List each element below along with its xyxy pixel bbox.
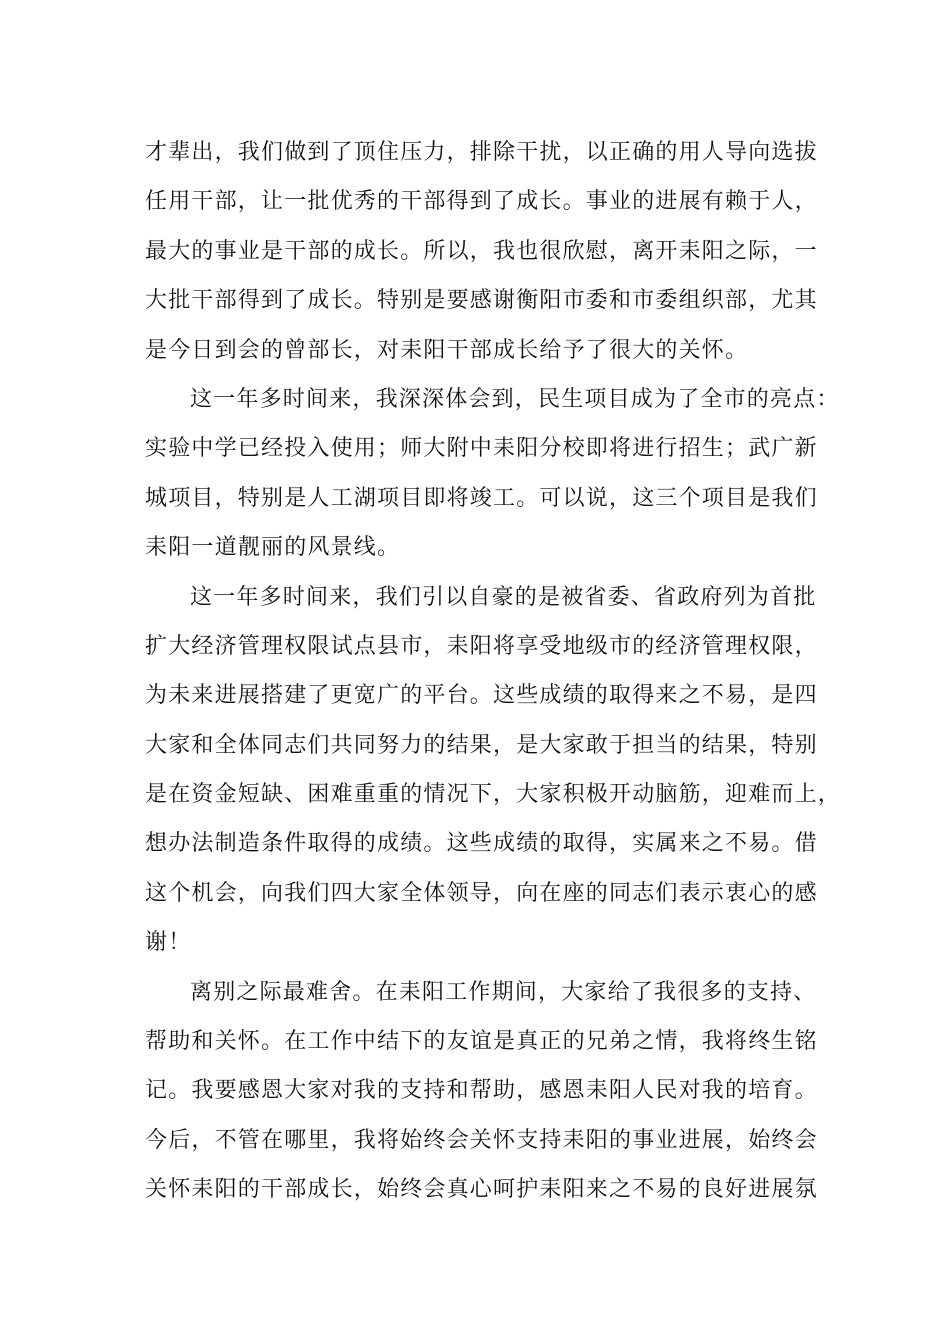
text-line: 想办法制造条件取得的成绩。这些成绩的取得，实属来之不易。借 bbox=[145, 831, 818, 857]
text-line: 谢！ bbox=[145, 930, 192, 956]
text-line: 最大的事业是干部的成长。所以，我也很欣慰，离开耒阳之际，一 bbox=[145, 238, 818, 264]
text-line: 大家和全体同志们共同努力的结果，是大家敢于担当的结果，特别 bbox=[145, 732, 818, 758]
text-line: 是今日到会的曾部长，对耒阳干部成长给予了很大的关怀。 bbox=[145, 337, 749, 363]
text-line: 扩大经济管理权限试点县市，耒阳将享受地级市的经济管理权限， bbox=[145, 633, 818, 659]
body-text bbox=[145, 128, 842, 1215]
paragraph-first-line: 这一年多时间来，我深深体会到，民生项目成为了全市的亮点： bbox=[190, 386, 840, 412]
paragraph-first-line: 离别之际最难舍。在耒阳工作期间，大家给了我很多的支持、 bbox=[190, 979, 817, 1005]
paragraph-first-line: 这一年多时间来，我们引以自豪的是被省委、省政府列为首批 bbox=[190, 584, 817, 610]
text-line: 这个机会，向我们四大家全体领导，向在座的同志们表示衷心的感 bbox=[145, 880, 818, 906]
text-line: 才辈出，我们做到了顶住压力，排除干扰，以正确的用人导向选拔 bbox=[145, 140, 818, 165]
text-line: 城项目，特别是人工湖项目即将竣工。可以说，这三个项目是我们 bbox=[145, 485, 818, 511]
text-line: 是在资金短缺、困难重重的情况下，大家积极开动脑筋，迎难而上， bbox=[145, 782, 842, 808]
text-line: 大批干部得到了成长。特别是要感谢衡阳市委和市委组织部，尤其 bbox=[145, 288, 818, 314]
text-line: 实验中学已经投入使用；师大附中耒阳分校即将进行招生；武广新 bbox=[145, 436, 818, 462]
text-line: 帮助和关怀。在工作中结下的友谊是真正的兄弟之情，我将终生铭 bbox=[145, 1029, 818, 1055]
text-line: 记。我要感恩大家对我的支持和帮助，感恩耒阳人民对我的培育。 bbox=[145, 1078, 818, 1104]
text-line: 为未来进展搭建了更宽广的平台。这些成绩的取得来之不易，是四 bbox=[145, 683, 818, 709]
text-line: 关怀耒阳的干部成长，始终会真心呵护耒阳来之不易的良好进展氛 bbox=[145, 1177, 818, 1203]
text-line: 今后，不管在哪里，我将始终会关怀支持耒阳的事业进展，始终会 bbox=[145, 1127, 818, 1153]
text-line: 耒阳一道靓丽的风景线。 bbox=[145, 535, 401, 561]
text-line: 任用干部，让一批优秀的干部得到了成长。事业的进展有赖于人， bbox=[145, 189, 818, 215]
